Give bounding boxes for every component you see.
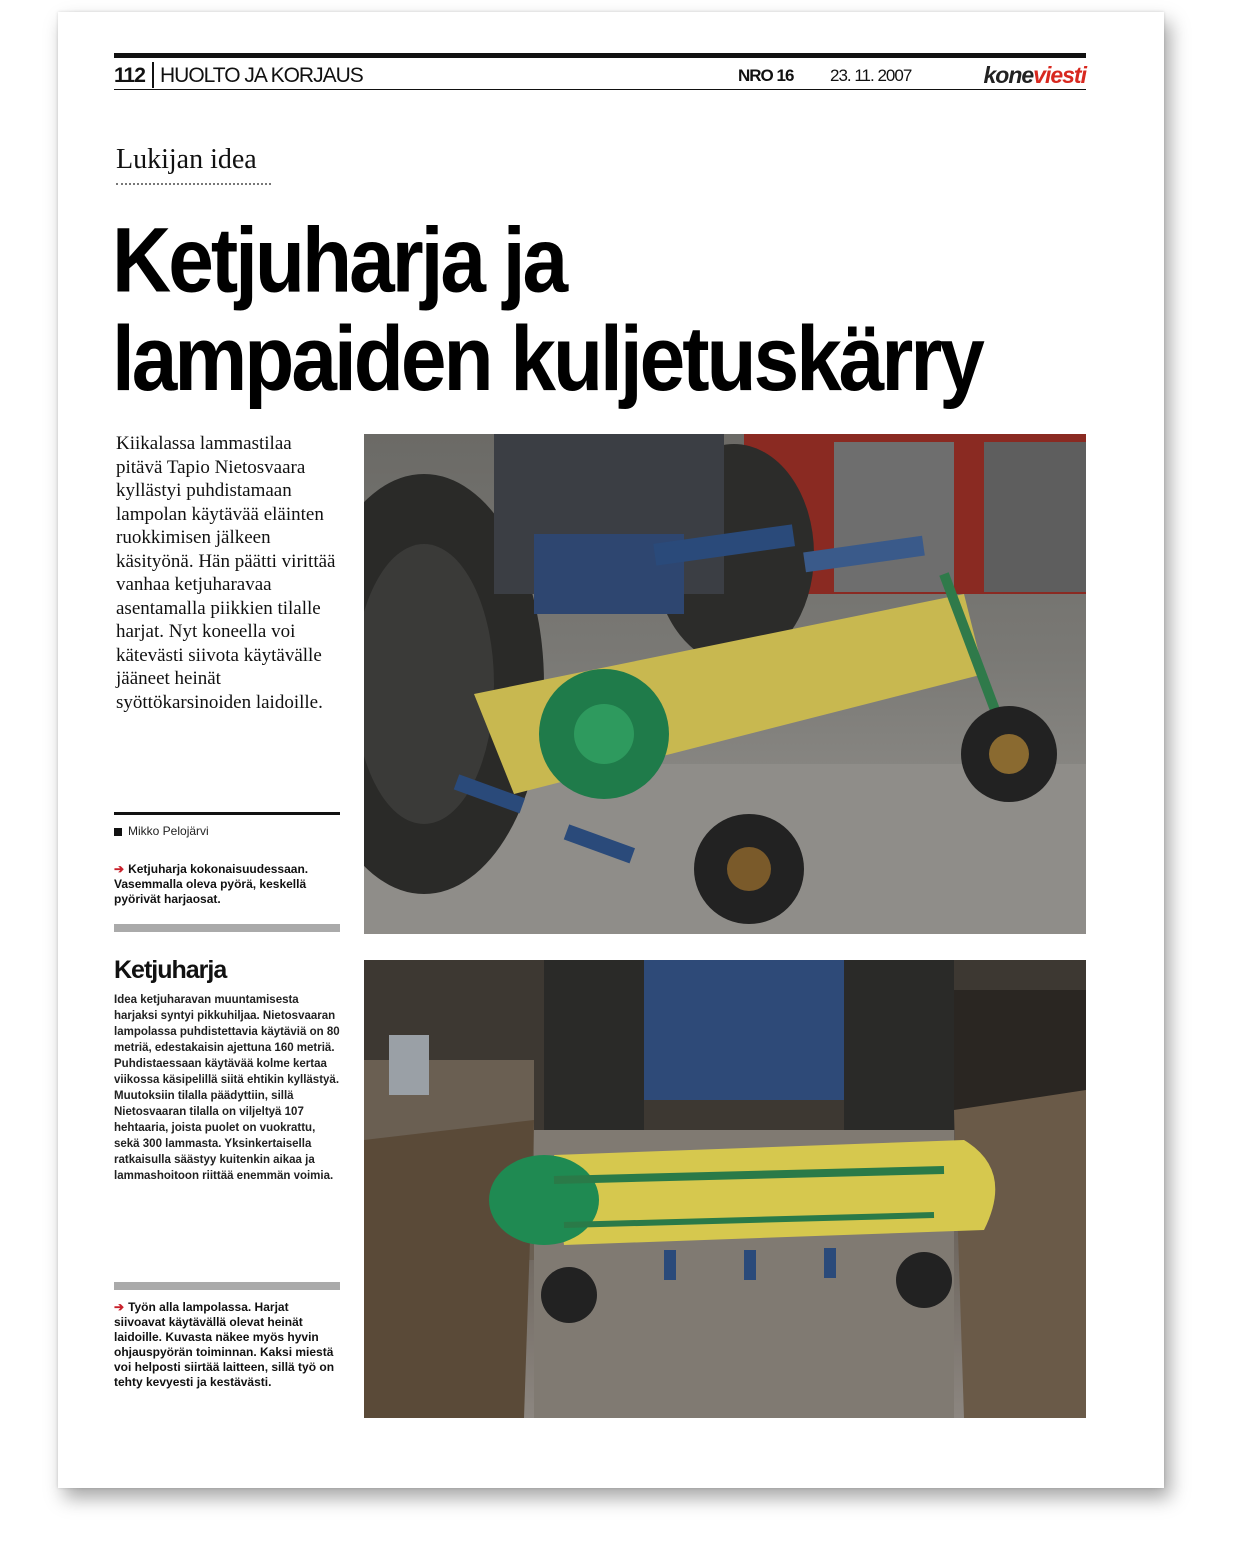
arrow-icon: ➔ <box>114 1300 125 1314</box>
article-kicker: Lukijan idea <box>116 144 257 175</box>
byline-square-icon <box>114 828 122 836</box>
header-rule <box>114 89 1086 90</box>
byline-rule <box>114 812 340 815</box>
divider-bar <box>114 924 340 932</box>
top-rule <box>114 53 1086 58</box>
photo-chain-brush-tractor <box>364 434 1086 934</box>
issue-number: NRO 16 <box>738 66 794 85</box>
page-number: 112 <box>114 64 145 87</box>
divider-bar <box>114 1282 340 1290</box>
byline: Mikko Pelojärvi <box>114 824 209 838</box>
headline-line-1: Ketjuharja ja <box>112 209 566 312</box>
headline-line-2: lampaiden kuljetuskärry <box>112 308 982 411</box>
header-divider <box>152 62 154 88</box>
photo-chain-brush-sheep-shed <box>364 960 1086 1418</box>
article-headline <box>112 209 1092 411</box>
photo-caption-2: ➔ Työn alla lampolassa. Harjat siivoavat käytävällä olevat heinät laidoille. Kuvasta näkee myös hyvin ohjauspyörän toiminnan. Kaksi miestä voi helposti siirtää laitteen, sillä työ on tehty kevyesti ja kestävästi. <box>114 1300 335 1389</box>
section-title: HUOLTO JA KORJAUS <box>160 64 363 87</box>
issue-date: 23. 11. 2007 <box>830 66 912 85</box>
konevisti-logo: koneviesti <box>983 62 1086 88</box>
kicker-underline <box>116 183 271 185</box>
photo-caption-1: ➔ Ketjuharja kokonaisuudessaan. Vasemmalla oleva pyörä, keskellä pyörivät harjaosat. <box>114 862 309 906</box>
page-header <box>114 62 1086 88</box>
article-lead: Kiikalassa lammastilaa pitävä Tapio Nietosvaara kyllästyi puhdistamaan lampolan käytävää eläinten ruokkimisen jälkeen käsityönä. Hän päätti virittää vanhaa ketjuharavaa asentamalla piikkien tilalle harjat. Nyt koneella voi kätevästi siivota käytävälle jääneet heinät syöttökarsinoiden laidoille. <box>116 433 336 713</box>
newspaper-page <box>58 12 1164 1488</box>
sidebar-text: Idea ketjuharavan muuntamisesta harjaksi syntyi pikkuhiljaa. Nietosvaaran lampolassa puhdistettavia käytäviä on 80 metriä, edestakaisin ajettuna 160 metriä. Puhdistaessaan käytävää kolme kertaa viikossa käsipelillä siitä ehtikin kyllästyä. Muutoksiin tilalla päädyttiin, sillä Nietosvaaran tilalla on viljeltyä 107 hehtaaria, joista puolet on vuokrattu, sekä 300 lammasta. Yksinkertaisella ratkaisulla säästyy kuitenkin aikaa ja lammashoitoon riittää enemmän voimia. <box>114 994 340 1182</box>
sidebar-title: Ketjuharja <box>114 956 227 984</box>
arrow-icon: ➔ <box>114 862 125 876</box>
